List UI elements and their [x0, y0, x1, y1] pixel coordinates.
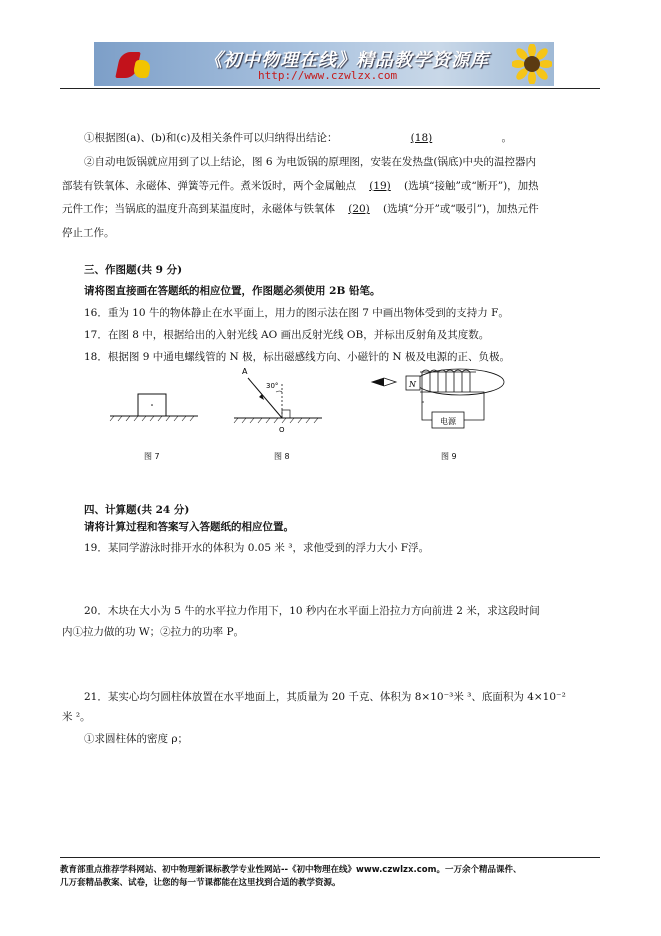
section3-heading: 三、作图题(共 9 分)	[84, 264, 183, 276]
figure-8-caption: 图 8	[274, 452, 290, 461]
figure-9-solenoid-diagram	[368, 364, 508, 438]
footer-rule	[60, 857, 600, 858]
conclusion-suffix: 。	[501, 132, 512, 144]
question-21-line-1: 21．某实心均匀圆柱体放置在水平地面上，其质量为 20 千克、体积为 8×10⁻³米 ³、底面积为 4×10⁻²	[84, 691, 566, 703]
figure-7-block-diagram	[108, 390, 200, 426]
field-line-ellipse	[416, 369, 504, 395]
header-rule	[60, 88, 600, 89]
question-17: 17．在图 8 中，根据给出的入射光线 AO 画出反射光线 OB，并标出反射角及其度数。	[84, 329, 490, 341]
question-21-line-2: 米 ²。	[62, 711, 91, 723]
point-o-label: O	[279, 426, 285, 434]
incident-ray-arrow	[259, 394, 264, 400]
angle-label: 30°	[266, 382, 279, 390]
answer-blank-19: (19)	[369, 180, 391, 192]
question-18: 18．根据图 9 中通电螺线管的 N 极，标出磁感线方向、小磁针的 N 极及电源的正、负极。	[84, 351, 510, 363]
rice-cooker-line-3b: (选填“分开”或“吸引”)，加热元件	[383, 203, 539, 215]
solenoid-n-label: N	[409, 380, 416, 389]
ground-hatching	[110, 416, 194, 421]
figure-9-caption: 图 9	[441, 452, 457, 461]
angle-arc	[276, 391, 282, 392]
question-21-part-1: ①求圆柱体的密度 ρ；	[84, 733, 189, 745]
footer-line-1: 教育部重点推荐学科网站、初中物理新课标教学专业性网站--《初中物理在线》www.czwlzx.com。一万余个精品课件、	[60, 865, 522, 875]
banner-title: 《初中物理在线》精品教学资源库	[204, 50, 489, 71]
figure-7-caption: 图 7	[144, 452, 160, 461]
section4-heading: 四、计算题(共 24 分)	[84, 504, 190, 516]
sunflower-icon	[512, 44, 552, 84]
section4-instruction: 请将计算过程和答案写入答题纸的相应位置。	[84, 521, 294, 533]
mirror-hatching	[234, 418, 318, 423]
footer-line-2: 几万套精品教案、试卷，让您的每一节课都能在这里找到合适的教学资源。	[60, 878, 341, 888]
rice-cooker-line-3	[62, 202, 539, 216]
rice-cooker-line-3a: 元件工作；当锅底的温度升高到某温度时，永磁体与铁氧体	[62, 203, 335, 215]
rice-cooker-line-4: 停止工作。	[62, 227, 115, 239]
conclusion-line	[84, 131, 512, 145]
banner-url: http://www.czwlzx.com	[258, 69, 398, 82]
compass-needle	[372, 378, 396, 386]
question-20-line-2: 内①拉力做的功 W；②拉力的功率 P。	[62, 626, 245, 638]
block-center-dot	[151, 404, 153, 406]
wire-left	[422, 392, 424, 402]
answer-blank-20: (20)	[348, 203, 370, 215]
figure-8-reflection-diagram	[226, 364, 326, 436]
logo-accent-icon	[132, 60, 152, 78]
question-16: 16．重为 10 牛的物体静止在水平面上，用力的图示法在图 7 中画出物体受到的支持力 F。	[84, 307, 509, 319]
rice-cooker-line-1: ②自动电饭锅就应用到了以上结论，图 6 为电饭锅的原理图，安装在发热盘(锅底)中央的温控器内	[84, 156, 537, 168]
right-angle-mark	[282, 410, 290, 418]
section3-instruction: 请将图直接画在答题纸的相应位置，作图题必须使用 2B 铅笔。	[84, 285, 381, 297]
conclusion-prefix: ①根据图(a)、(b)和(c)及相关条件可以归纳得出结论：	[84, 132, 338, 144]
rice-cooker-line-2a: 部装有铁氧体、永磁体、弹簧等元件。煮米饭时，两个金属触点	[62, 180, 356, 192]
wire-right	[464, 392, 484, 420]
rice-cooker-line-2	[62, 179, 539, 193]
question-19: 19．某同学游泳时排开水的体积为 0.05 米 ³，求他受到的浮力大小 F浮。	[84, 542, 430, 554]
rice-cooker-line-2b: (选填“接触”或“断开”)，加热	[404, 180, 539, 192]
header-banner	[94, 42, 554, 86]
power-source-label: 电源	[440, 417, 456, 426]
question-20-line-1: 20．木块在大小为 5 牛的水平拉力作用下，10 秒内在水平面上沿拉力方向前进 2 米，求这段时间	[84, 605, 540, 617]
point-a-label: A	[242, 367, 248, 376]
wire-bottom-left	[422, 402, 432, 420]
answer-blank-18: (18)	[410, 132, 433, 144]
